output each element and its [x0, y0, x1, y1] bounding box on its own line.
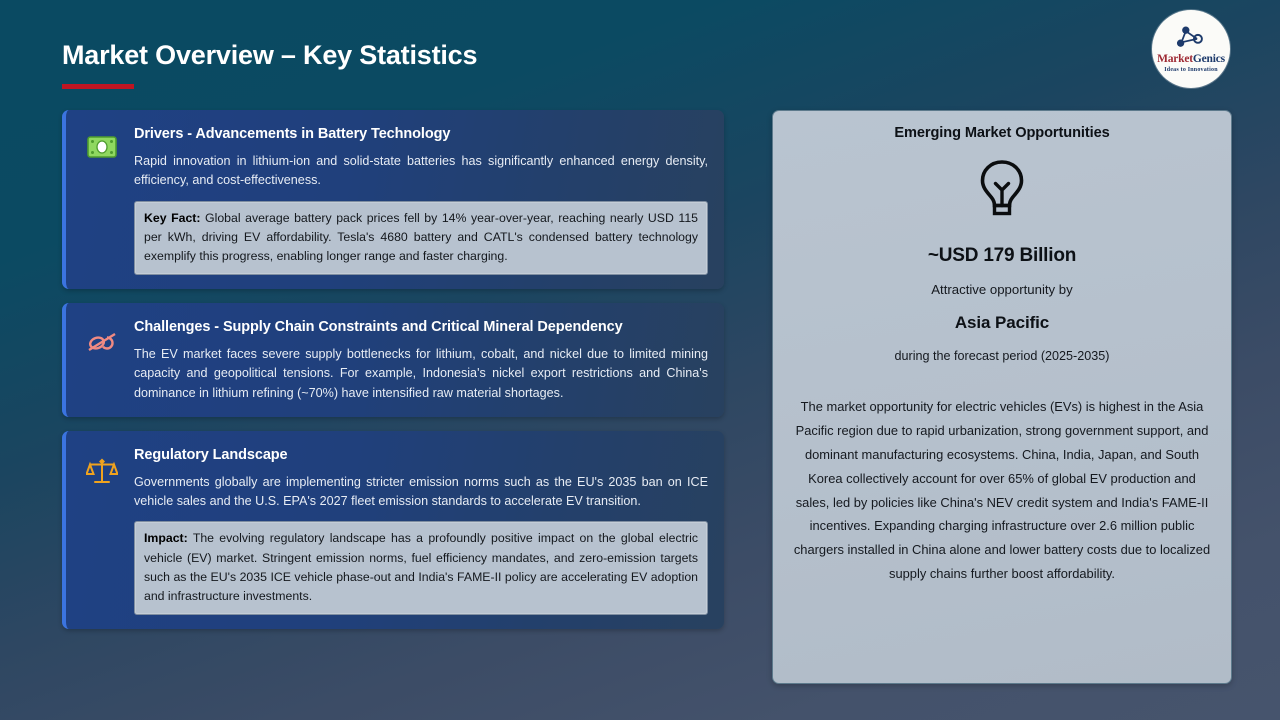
- lightbulb-icon: [975, 159, 1029, 221]
- card-description: Governments globally are implementing stricter emission norms such as the EU's 2035 ban on ICE vehicle sales and the U.S. EPA's 2027 fleet emission standards to accelerate EV transition.: [134, 474, 708, 509]
- card-icon-slot: [82, 443, 122, 615]
- balance-scale-icon: [86, 457, 118, 485]
- key-fact-label: Key Fact:: [144, 210, 201, 225]
- emerging-opportunities-panel: [772, 110, 1232, 684]
- molecule-node-icon: [1176, 25, 1206, 51]
- broken-chain-icon: [86, 329, 118, 355]
- key-fact-text: Global average battery pack prices fell by 14% year-over-year, reaching nearly USD 115 per kWh, driving EV affordability. Tesla's 4680 battery and CATL's condensed battery technology exemplify this progress, enabling longer range and faster charging.: [144, 210, 699, 263]
- logo-brand-name: [1157, 53, 1225, 65]
- logo-brand-market: Market: [1157, 53, 1193, 66]
- card-title: Challenges - Supply Chain Constraints and Critical Mineral Dependency: [134, 319, 623, 336]
- card-body: [134, 315, 708, 403]
- card-icon-slot: [82, 315, 122, 403]
- page-title: Market Overview – Key Statistics: [62, 40, 478, 70]
- panel-subtitle-opportunity: Attractive opportunity by: [931, 282, 1073, 297]
- panel-market-value: ~USD 179 Billion: [927, 245, 1077, 266]
- panel-paragraph: The market opportunity for electric vehicles (EVs) is highest in the Asia Pacific region due to rapid urbanization, strong government support, and dominant manufacturing ecosystems. China, India, Japan, and South Korea collectively account for over 65% of global EV production and sales, led by policies like China's NEV credit system and India's FAME-II incentives. Expanding charging infrastructure over 2.6 million public chargers installed in China alone and lower battery costs due to localized supply chains further boost affordability.: [793, 399, 1211, 582]
- card-title: Regulatory Landscape: [134, 446, 288, 463]
- title-underline-rule: [62, 84, 134, 89]
- banknote-icon: [87, 136, 117, 158]
- card-body: [134, 122, 708, 275]
- card-challenges[interactable]: [62, 303, 724, 417]
- panel-icon-slot: [791, 159, 1213, 221]
- card-description: Rapid innovation in lithium-ion and solid-state batteries has significantly enhanced energy density, efficiency, and cost-effectiveness.: [134, 154, 708, 188]
- impact-label: Impact:: [144, 531, 188, 546]
- card-description: The EV market faces severe supply bottlenecks for lithium, cobalt, and nickel due to limited mining capacity and geopolitical tensions. For example, Indonesia's nickel export restrictions and China's dominance in lithium refining (~70%) have intensified raw material shortages.: [134, 347, 708, 400]
- logo-brand-genics: Genics: [1192, 53, 1225, 66]
- card-drivers[interactable]: [62, 110, 724, 289]
- card-icon-slot: [82, 122, 122, 275]
- company-logo: [1152, 10, 1230, 88]
- logo-tagline: Ideas to Innovation: [1164, 66, 1218, 73]
- card-title: Drivers - Advancements in Battery Technology: [134, 126, 451, 142]
- panel-forecast-period: during the forecast period (2025-2035): [894, 349, 1110, 363]
- key-fact-callout: [134, 201, 708, 276]
- insight-card-list: [62, 110, 724, 629]
- panel-region-name: Asia Pacific: [954, 313, 1050, 332]
- card-body: [134, 443, 708, 615]
- impact-text: The evolving regulatory landscape has a profoundly positive impact on the global electric vehicle (EV) market. Stringent emission norms, fuel efficiency mandates, and zero-emission targets such as the EU's 2035 ICE vehicle phase-out and India's FAME-II policy are accelerating EV adoption and infrastructure investments.: [144, 531, 698, 603]
- impact-callout: [134, 521, 708, 615]
- panel-title: Emerging Market Opportunities: [894, 125, 1110, 141]
- card-regulatory[interactable]: [62, 431, 724, 629]
